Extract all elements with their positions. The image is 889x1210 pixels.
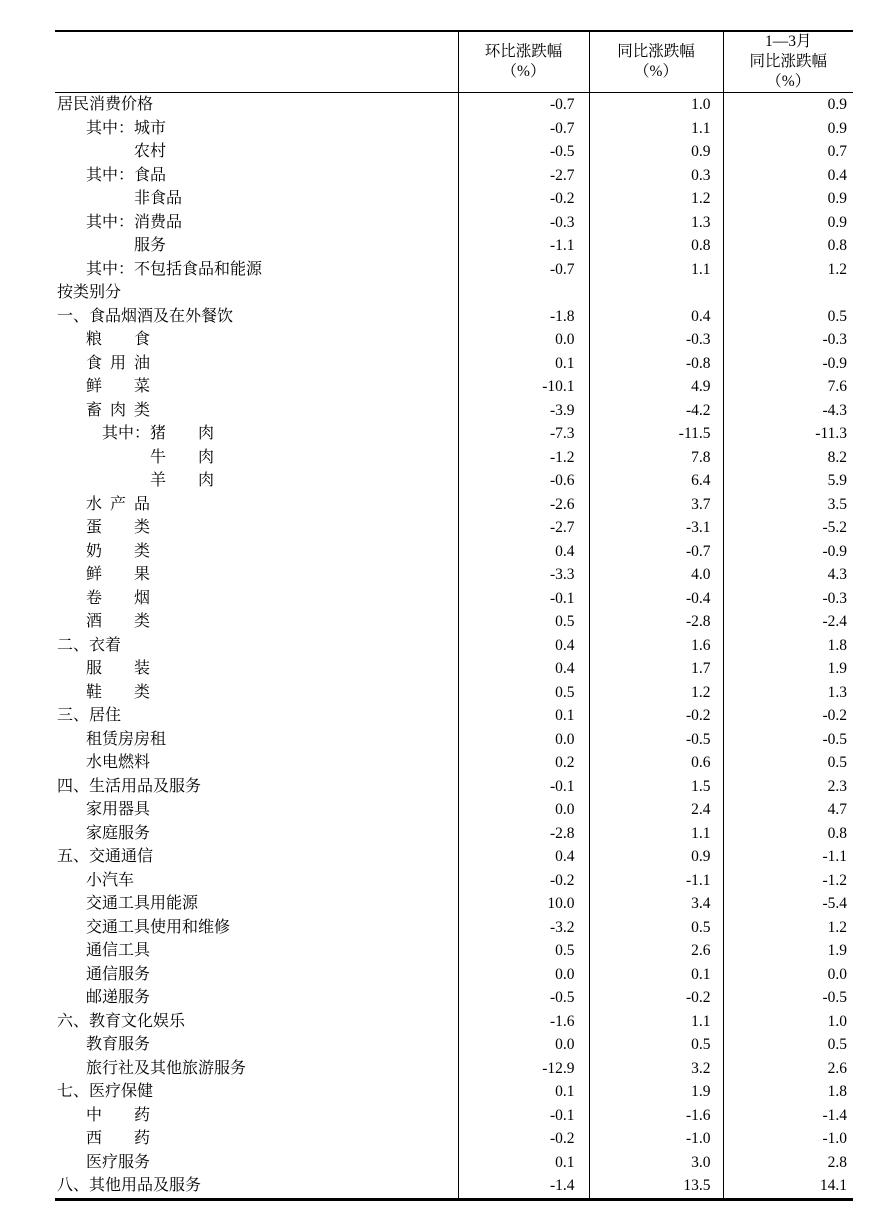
row-label: 其中：消费品 (86, 213, 183, 231)
value-ytd: 2.6 (723, 1057, 853, 1081)
value-mom: 0.0 (458, 798, 589, 822)
value-mom: -1.2 (458, 446, 589, 470)
col-header-ytd (723, 31, 853, 93)
value-ytd (723, 281, 853, 305)
table-row (55, 916, 853, 940)
col-header-yoy (589, 31, 723, 93)
value-yoy: -1.1 (589, 869, 723, 893)
value-yoy: 1.0 (589, 93, 723, 117)
value-yoy: -4.2 (589, 399, 723, 423)
value-yoy: -0.2 (589, 704, 723, 728)
table-row (55, 822, 853, 846)
row-label: 水电燃料 (86, 754, 151, 771)
value-yoy: 0.9 (589, 845, 723, 869)
value-mom: 0.0 (458, 1033, 589, 1057)
row-label: 居民消费价格 (57, 96, 154, 113)
value-ytd: 4.7 (723, 798, 853, 822)
value-ytd: 1.8 (723, 634, 853, 658)
value-mom: -10.1 (458, 375, 589, 399)
table-row (55, 610, 853, 634)
row-label: 通信工具 (86, 942, 151, 959)
value-yoy: 2.4 (589, 798, 723, 822)
value-yoy: -0.4 (589, 587, 723, 611)
value-yoy: 13.5 (589, 1174, 723, 1199)
table-row (55, 446, 853, 470)
row-label: 按类别分 (57, 284, 122, 301)
table-row (55, 493, 853, 517)
row-label: 交通工具用能源 (86, 895, 199, 912)
table-row (55, 1127, 853, 1151)
value-mom: -0.2 (458, 869, 589, 893)
value-ytd: -4.3 (723, 399, 853, 423)
table-row (55, 469, 853, 493)
row-label: 三、居住 (57, 707, 122, 724)
value-yoy: 0.9 (589, 140, 723, 164)
row-label: 非食品 (134, 190, 183, 207)
row-label: 鲜 菜 (86, 378, 151, 395)
value-yoy: 3.2 (589, 1057, 723, 1081)
value-mom: -2.7 (458, 164, 589, 188)
table-row (55, 704, 853, 728)
row-label: 四、生活用品及服务 (57, 777, 202, 795)
value-mom: -0.6 (458, 469, 589, 493)
value-mom: -0.2 (458, 1127, 589, 1151)
value-ytd: 1.2 (723, 916, 853, 940)
table-row (55, 399, 853, 423)
value-ytd: -0.5 (723, 728, 853, 752)
table-row (55, 164, 853, 188)
value-ytd: -0.5 (723, 986, 853, 1010)
table-row (55, 540, 853, 564)
value-mom: -1.4 (458, 1174, 589, 1199)
table-row (55, 328, 853, 352)
row-label: 酒 类 (86, 613, 151, 630)
value-ytd: 1.2 (723, 258, 853, 282)
table-row (55, 352, 853, 376)
table-row (55, 751, 853, 775)
value-yoy: 1.9 (589, 1080, 723, 1104)
row-label: 粮 食 (86, 331, 151, 348)
row-label: 蛋 类 (86, 519, 151, 536)
value-ytd: 2.8 (723, 1151, 853, 1175)
value-mom: 0.4 (458, 634, 589, 658)
value-mom: -0.5 (458, 986, 589, 1010)
row-label: 食 用 油 (86, 354, 151, 372)
value-ytd: -1.1 (723, 845, 853, 869)
table-row (55, 258, 853, 282)
row-label: 教育服务 (86, 1036, 151, 1053)
table-row (55, 798, 853, 822)
value-ytd: 7.6 (723, 375, 853, 399)
value-ytd: 0.9 (723, 93, 853, 117)
value-mom (458, 281, 589, 305)
row-label: 卷 烟 (86, 589, 151, 607)
table-row (55, 563, 853, 587)
value-yoy: 3.0 (589, 1151, 723, 1175)
table-row (55, 634, 853, 658)
value-yoy: 1.1 (589, 822, 723, 846)
value-ytd: 5.9 (723, 469, 853, 493)
row-label: 租赁房房租 (86, 730, 167, 748)
table-row (55, 305, 853, 329)
header-line: （%） (501, 63, 546, 80)
row-label: 农村 (134, 143, 167, 160)
value-mom: 0.5 (458, 610, 589, 634)
table-row (55, 657, 853, 681)
value-mom: -1.6 (458, 1010, 589, 1034)
value-mom: -12.9 (458, 1057, 589, 1081)
table-row (55, 1104, 853, 1128)
value-ytd: 3.5 (723, 493, 853, 517)
value-yoy: -1.0 (589, 1127, 723, 1151)
header-line: 1—3月 (764, 33, 812, 50)
row-label: 邮递服务 (86, 989, 151, 1006)
value-ytd: 0.8 (723, 822, 853, 846)
value-yoy: 3.7 (589, 493, 723, 517)
value-mom: 0.4 (458, 657, 589, 681)
value-ytd: 1.3 (723, 681, 853, 705)
table-row (55, 1174, 853, 1199)
table-row (55, 587, 853, 611)
value-mom: 0.0 (458, 328, 589, 352)
table-row (55, 1080, 853, 1104)
value-mom: -0.1 (458, 587, 589, 611)
value-mom: -0.7 (458, 258, 589, 282)
value-ytd: 8.2 (723, 446, 853, 470)
table-row (55, 1151, 853, 1175)
row-label: 羊 肉 (150, 472, 215, 489)
value-yoy: 3.4 (589, 892, 723, 916)
value-yoy: -0.8 (589, 352, 723, 376)
value-ytd: 0.9 (723, 117, 853, 141)
value-mom: -0.1 (458, 1104, 589, 1128)
value-mom: 0.5 (458, 681, 589, 705)
row-label: 服 装 (86, 660, 151, 677)
value-mom: -3.2 (458, 916, 589, 940)
value-mom: 0.1 (458, 352, 589, 376)
value-yoy: 1.7 (589, 657, 723, 681)
row-label: 鲜 果 (86, 566, 151, 583)
table-row (55, 375, 853, 399)
row-label: 服务 (134, 237, 167, 254)
col-header-category (55, 31, 458, 93)
table-row (55, 281, 853, 305)
value-yoy: 1.1 (589, 117, 723, 141)
value-yoy: 2.6 (589, 939, 723, 963)
row-label: 交通工具使用和维修 (86, 918, 231, 936)
value-mom: -0.5 (458, 140, 589, 164)
value-ytd: 1.9 (723, 939, 853, 963)
value-ytd: -5.4 (723, 892, 853, 916)
table-row (55, 93, 853, 117)
value-ytd: 4.3 (723, 563, 853, 587)
table-row (55, 211, 853, 235)
value-mom: 0.5 (458, 939, 589, 963)
value-ytd: -11.3 (723, 422, 853, 446)
row-label: 其中：食品 (86, 166, 167, 184)
value-ytd: -0.2 (723, 704, 853, 728)
value-ytd: 0.9 (723, 187, 853, 211)
value-yoy: -3.1 (589, 516, 723, 540)
value-mom: -2.8 (458, 822, 589, 846)
value-mom: -1.8 (458, 305, 589, 329)
value-ytd: 0.9 (723, 211, 853, 235)
table-row (55, 986, 853, 1010)
row-label: 鞋 类 (86, 683, 151, 701)
table-row (55, 234, 853, 258)
value-yoy: -0.3 (589, 328, 723, 352)
value-mom: 10.0 (458, 892, 589, 916)
table-row (55, 1033, 853, 1057)
row-label: 其中：城市 (86, 119, 167, 137)
value-ytd: -0.3 (723, 587, 853, 611)
table-row (55, 117, 853, 141)
value-mom: -3.3 (458, 563, 589, 587)
value-yoy: 1.6 (589, 634, 723, 658)
row-label: 通信服务 (86, 965, 151, 983)
header-line: 环比涨跌幅 (484, 43, 563, 60)
value-ytd: 0.5 (723, 1033, 853, 1057)
value-mom: -0.3 (458, 211, 589, 235)
value-yoy: 0.6 (589, 751, 723, 775)
value-ytd: -2.4 (723, 610, 853, 634)
table-row (55, 892, 853, 916)
value-mom: 0.0 (458, 963, 589, 987)
value-mom: -7.3 (458, 422, 589, 446)
value-yoy: 0.1 (589, 963, 723, 987)
value-mom: 0.1 (458, 1080, 589, 1104)
row-label: 西 药 (86, 1130, 151, 1147)
value-ytd: -1.0 (723, 1127, 853, 1151)
value-yoy: 0.5 (589, 1033, 723, 1057)
value-ytd: 1.9 (723, 657, 853, 681)
header-line: （%） (766, 73, 811, 90)
value-ytd: -1.4 (723, 1104, 853, 1128)
value-mom: 0.2 (458, 751, 589, 775)
table-row (55, 728, 853, 752)
value-ytd: -0.3 (723, 328, 853, 352)
row-label: 六、教育文化娱乐 (57, 1012, 186, 1030)
value-mom: 0.4 (458, 540, 589, 564)
row-label: 七、医疗保健 (57, 1083, 154, 1100)
value-yoy: 0.8 (589, 234, 723, 258)
value-ytd: 0.0 (723, 963, 853, 987)
table-row (55, 1010, 853, 1034)
table-row (55, 187, 853, 211)
value-yoy: 7.8 (589, 446, 723, 470)
table-row (55, 681, 853, 705)
value-yoy: -1.6 (589, 1104, 723, 1128)
table-row (55, 140, 853, 164)
table-row (55, 422, 853, 446)
row-label: 二、衣着 (57, 636, 122, 654)
value-ytd: 0.5 (723, 305, 853, 329)
value-mom: -0.7 (458, 93, 589, 117)
row-label: 五、交通通信 (57, 848, 154, 865)
cpi-table (55, 30, 853, 1201)
table-row (55, 845, 853, 869)
value-ytd: 14.1 (723, 1174, 853, 1199)
value-mom: 0.0 (458, 728, 589, 752)
value-ytd: 1.0 (723, 1010, 853, 1034)
value-yoy: 0.4 (589, 305, 723, 329)
table-row (55, 963, 853, 987)
table-row (55, 869, 853, 893)
table-row (55, 939, 853, 963)
row-label: 医疗服务 (86, 1153, 151, 1171)
value-ytd: 0.5 (723, 751, 853, 775)
value-yoy: 0.5 (589, 916, 723, 940)
value-mom: -0.7 (458, 117, 589, 141)
header-line: 同比涨跌幅 (617, 43, 695, 60)
value-yoy: 6.4 (589, 469, 723, 493)
value-ytd: -0.9 (723, 352, 853, 376)
row-label: 其中：猪 肉 (102, 425, 215, 442)
value-ytd: 0.4 (723, 164, 853, 188)
row-label: 水 产 品 (86, 495, 151, 513)
row-label: 奶 类 (86, 542, 151, 560)
value-mom: 0.1 (458, 704, 589, 728)
value-yoy: 1.2 (589, 681, 723, 705)
header-row (55, 31, 853, 93)
value-mom: 0.1 (458, 1151, 589, 1175)
value-ytd: -0.9 (723, 540, 853, 564)
value-mom: -2.7 (458, 516, 589, 540)
value-yoy: -0.2 (589, 986, 723, 1010)
value-yoy: 1.3 (589, 211, 723, 235)
value-yoy: 1.1 (589, 258, 723, 282)
value-ytd: -5.2 (723, 516, 853, 540)
value-mom: -0.2 (458, 187, 589, 211)
value-yoy: 0.3 (589, 164, 723, 188)
col-header-mom (458, 31, 589, 93)
value-ytd: -1.2 (723, 869, 853, 893)
row-label: 一、食品烟酒及在外餐饮 (57, 307, 234, 325)
table-row (55, 516, 853, 540)
value-yoy: 1.1 (589, 1010, 723, 1034)
row-label: 畜 肉 类 (86, 401, 151, 419)
row-label: 旅行社及其他旅游服务 (86, 1059, 247, 1077)
value-yoy: 1.2 (589, 187, 723, 211)
value-ytd: 1.8 (723, 1080, 853, 1104)
value-mom: -3.9 (458, 399, 589, 423)
value-yoy: -2.8 (589, 610, 723, 634)
value-yoy: 1.5 (589, 775, 723, 799)
value-ytd: 0.7 (723, 140, 853, 164)
value-yoy: -0.7 (589, 540, 723, 564)
value-yoy: -0.5 (589, 728, 723, 752)
table-row (55, 1057, 853, 1081)
value-mom: -2.6 (458, 493, 589, 517)
value-yoy (589, 281, 723, 305)
value-ytd: 0.8 (723, 234, 853, 258)
value-ytd: 2.3 (723, 775, 853, 799)
value-mom: -1.1 (458, 234, 589, 258)
row-label: 八、其他用品及服务 (57, 1177, 202, 1194)
row-label: 家庭服务 (86, 824, 151, 842)
header-line: （%） (634, 63, 678, 80)
row-label: 牛 肉 (150, 448, 215, 466)
value-mom: -0.1 (458, 775, 589, 799)
row-label: 其中：不包括食品和能源 (86, 260, 263, 278)
row-label: 家用器具 (86, 801, 151, 818)
value-yoy: 4.9 (589, 375, 723, 399)
header-line: 同比涨跌幅 (749, 53, 827, 70)
value-yoy: 4.0 (589, 563, 723, 587)
table-body (55, 93, 853, 1200)
value-yoy: -11.5 (589, 422, 723, 446)
row-label: 中 药 (86, 1106, 151, 1124)
value-mom: 0.4 (458, 845, 589, 869)
table-row (55, 775, 853, 799)
row-label: 小汽车 (86, 871, 135, 889)
